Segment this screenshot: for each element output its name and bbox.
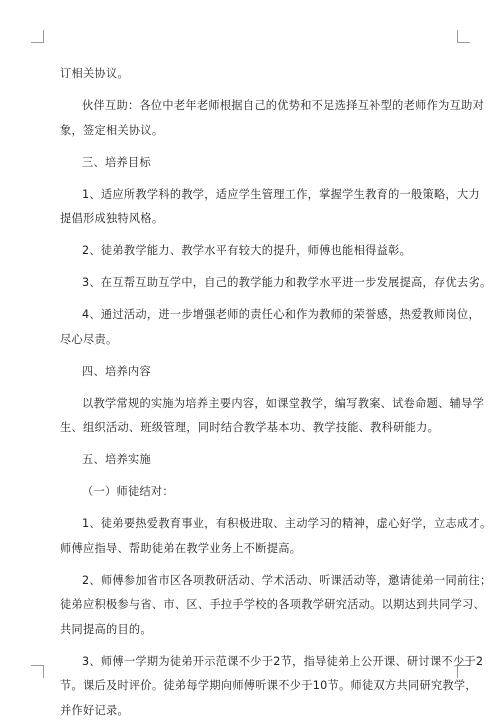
paragraph-gap	[60, 296, 445, 304]
text-line: 生、组织活动、班级管理，同时结合教学基本功、教学技能、教科研能力。	[60, 416, 445, 441]
paragraph-gap	[60, 505, 445, 513]
text-line: 以教学常规的实施为培养主要内容，如课堂教学，编写教案、试卷命题、辅导学	[60, 392, 445, 417]
text-line: 1、徒弟要热爱教育事业，有积极进取、主动学习的精神，虚心好学，立志成才。	[60, 512, 445, 537]
text-line: 并作好记录。	[60, 699, 445, 723]
paragraph	[60, 480, 445, 505]
paragraph-gap	[60, 441, 445, 449]
text-line: 4、通过活动，进一步增强老师的责任心和作为教师的荣誉感，热爱教师岗位，	[60, 303, 445, 328]
text-line: 伙伴互助：各位中老年老师根据自己的优势和不足选择互补型的老师作为互助对	[60, 94, 445, 119]
section-heading	[60, 360, 445, 385]
paragraph-gap	[60, 642, 445, 650]
paragraph-gap	[60, 232, 445, 240]
text-line: 2、师傅参加省市区各项教研活动、学术活动、听课活动等，邀请徒弟一同前往；	[60, 569, 445, 594]
text-line: 尽心尽责。	[60, 328, 445, 353]
text-line: 师傅应指导、帮助徒弟在教学业务上不断提高。	[60, 537, 445, 562]
text-line: 3、师傅一学期为徒弟开示范课不少于2节，指导徒弟上公开课、研讨课不少于2	[60, 650, 445, 675]
paragraph	[60, 183, 445, 232]
text-line: 象，签定相关协议。	[60, 119, 445, 144]
paragraph-gap	[60, 143, 445, 151]
text-line: 订相关协议。	[60, 62, 445, 87]
text-line: 提倡形成独特风格。	[60, 207, 445, 232]
text-line: 四、培养内容	[60, 360, 445, 385]
paragraph	[60, 94, 445, 143]
paragraph	[60, 239, 445, 264]
crop-mark-bottom-left	[31, 665, 44, 678]
paragraph-gap	[60, 87, 445, 95]
paragraph-gap	[60, 473, 445, 481]
text-line: 共同提高的目的。	[60, 618, 445, 643]
paragraph-gap	[60, 352, 445, 360]
text-line: 3、在互帮互助互学中，自己的教学能力和教学水平进一步发展提高，存优去劣。	[60, 271, 445, 296]
paragraph-gap	[60, 384, 445, 392]
paragraph	[60, 512, 445, 561]
text-line: 节。课后及时评价。徒弟每学期向师傅听课不少于10节。师徒双方共同研究教学，	[60, 674, 445, 699]
text-line: （一）师徒结对：	[60, 480, 445, 505]
text-line: 1、适应所教学科的教学，适应学生管理工作，掌握学生教育的一般策略，大力	[60, 183, 445, 208]
crop-mark-top-right	[457, 30, 470, 43]
paragraph-gap	[60, 561, 445, 569]
text-line: 三、培养目标	[60, 151, 445, 176]
section-heading	[60, 151, 445, 176]
document-body	[60, 62, 445, 723]
crop-mark-top-left	[31, 30, 44, 43]
text-line: 2、徒弟教学能力、教学水平有较大的提升，师傅也能相得益彰。	[60, 239, 445, 264]
paragraph	[60, 303, 445, 352]
paragraph	[60, 392, 445, 441]
paragraph	[60, 271, 445, 296]
paragraph	[60, 62, 445, 87]
text-line: 五、培养实施	[60, 448, 445, 473]
paragraph-gap	[60, 175, 445, 183]
paragraph	[60, 650, 445, 723]
section-heading	[60, 448, 445, 473]
paragraph	[60, 569, 445, 643]
paragraph-gap	[60, 264, 445, 272]
text-line: 徒弟应积极参与省、市、区、手拉手学校的各项教学研究活动。以期达到共同学习、	[60, 593, 445, 618]
